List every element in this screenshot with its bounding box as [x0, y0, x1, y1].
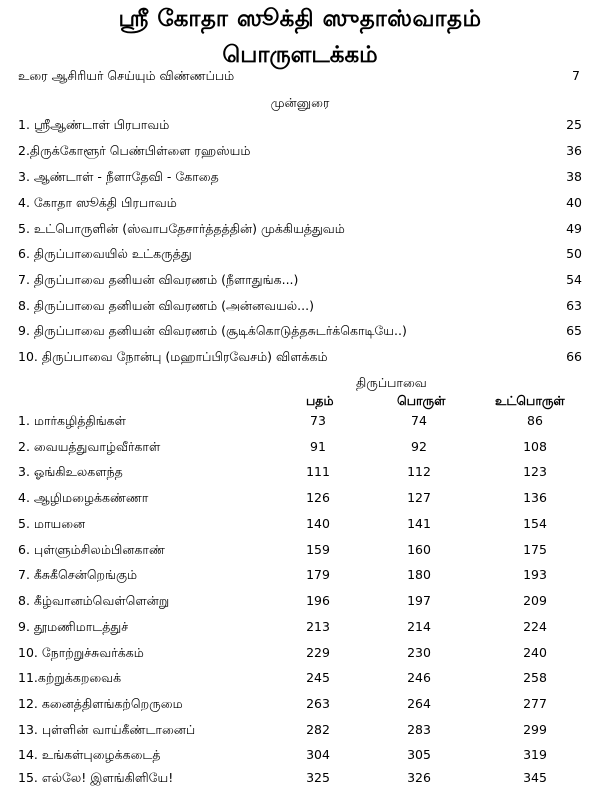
list-item: [0, 272, 600, 294]
item-page: 54: [566, 272, 582, 287]
item-label: 6. திருப்பாவையில் உட்கருத்து: [18, 246, 192, 261]
porul-page: 214: [407, 619, 431, 634]
item-page: 49: [566, 221, 582, 236]
porul-page: 283: [407, 722, 431, 737]
preface-row: [0, 68, 600, 90]
item-label: 7. திருப்பாவை தனியன் விவரணம் (நீளாதுங்க...): [18, 272, 299, 287]
porul-page: 264: [407, 696, 431, 711]
table-row: [0, 770, 600, 792]
porul-page: 92: [411, 439, 427, 454]
utporul-page: 123: [523, 464, 547, 479]
patham-page: 159: [306, 542, 330, 557]
pasuram-label: 4. ஆழிமழைக்கண்ணா: [18, 490, 149, 505]
pasuram-label: 3. ஓங்கிஉலகளந்த: [18, 464, 123, 479]
patham-page: 111: [306, 464, 330, 479]
porul-page: 230: [407, 645, 431, 660]
preface-label: உரை ஆசிரியர் செய்யும் விண்ணப்பம்: [18, 68, 235, 83]
porul-page: 197: [407, 593, 431, 608]
porul-page: 141: [407, 516, 431, 531]
utporul-page: 193: [523, 567, 547, 582]
patham-page: 196: [306, 593, 330, 608]
porul-page: 305: [407, 747, 431, 762]
porul-page: 74: [411, 413, 427, 428]
item-label: 4. கோதா ஸூக்தி பிரபாவம்: [18, 195, 177, 210]
item-label: 10. திருப்பாவை நோன்பு (மஹாப்பிரவேசம்) விளக்கம்: [18, 349, 328, 364]
pasuram-label: 1. மார்கழித்திங்கள்: [18, 413, 126, 428]
utporul-page: 86: [527, 413, 543, 428]
item-page: 63: [566, 298, 582, 313]
patham-page: 282: [306, 722, 330, 737]
table-row: [0, 516, 600, 538]
pasuram-label: 6. புள்ளும்சிலம்பினகாண்: [18, 542, 165, 557]
patham-page: 73: [310, 413, 326, 428]
list-item: [0, 221, 600, 243]
column-utporul: உட்பொருள்: [495, 393, 565, 408]
pasuram-label: 15. எல்லே! இளங்கிளியே!: [18, 770, 174, 785]
table-row: [0, 413, 600, 435]
pasuram-label: 5. மாயனை: [18, 516, 86, 531]
column-patham: பதம்: [306, 393, 334, 408]
pasuram-label: 12. கனைத்திளங்கற்றெருமை: [18, 696, 183, 711]
pasuram-label: 14. உங்கள்புழைக்கடைத்: [18, 747, 161, 762]
utporul-page: 224: [523, 619, 547, 634]
patham-page: 245: [306, 670, 330, 685]
porul-page: 326: [407, 770, 431, 785]
table-row: [0, 645, 600, 667]
pasuram-heading: திருப்பாவை: [356, 375, 427, 390]
pasuram-label: 7. கீசுகீசென்றெங்கும்: [18, 567, 138, 582]
pasuram-label: 9. தூமணிமாடத்துச்: [18, 619, 129, 634]
intro-heading: முன்னுரை: [270, 95, 330, 110]
table-row: [0, 696, 600, 718]
item-label: 3. ஆண்டாள் - நீளாதேவி - கோதை: [18, 169, 219, 184]
patham-page: 263: [306, 696, 330, 711]
pasuram-label: 11.கற்றுக்கறவைக்: [18, 670, 122, 685]
utporul-page: 209: [523, 593, 547, 608]
item-page: 66: [566, 349, 582, 364]
utporul-page: 136: [523, 490, 547, 505]
item-page: 25: [566, 117, 582, 132]
item-label: 9. திருப்பாவை தனியன் விவரணம் (சூடிக்கொடுத்தசுடர்க்கொடியே..): [18, 323, 407, 338]
utporul-page: 277: [523, 696, 547, 711]
list-item: [0, 143, 600, 165]
utporul-page: 240: [523, 645, 547, 660]
table-row: [0, 593, 600, 615]
book-title: ஸ்ரீ கோதா ஸூக்தி ஸுதாஸ்வாதம்: [118, 6, 482, 32]
patham-page: 126: [306, 490, 330, 505]
utporul-page: 299: [523, 722, 547, 737]
utporul-page: 175: [523, 542, 547, 557]
table-row: [0, 490, 600, 512]
list-item: [0, 195, 600, 217]
porul-page: 246: [407, 670, 431, 685]
table-row: [0, 464, 600, 486]
item-page: 40: [566, 195, 582, 210]
item-label: 1. ஸ்ரீஆண்டாள் பிரபாவம்: [18, 117, 170, 132]
list-item: [0, 117, 600, 139]
patham-page: 179: [306, 567, 330, 582]
column-porul: பொருள்: [397, 393, 446, 408]
patham-page: 229: [306, 645, 330, 660]
pasuram-label: 2. வையத்துவாழ்வீர்காள்: [18, 439, 161, 454]
item-label: 2.திருக்கோளூர் பெண்பிள்ளை ரஹஸ்யம்: [18, 143, 251, 158]
table-row: [0, 567, 600, 589]
preface-page: 7: [572, 68, 580, 83]
table-row: [0, 722, 600, 744]
pasuram-label: 10. நோற்றுச்சுவர்க்கம்: [18, 645, 144, 660]
utporul-page: 319: [523, 747, 547, 762]
list-item: [0, 246, 600, 268]
list-item: [0, 298, 600, 320]
utporul-page: 154: [523, 516, 547, 531]
table-row: [0, 747, 600, 769]
patham-page: 325: [306, 770, 330, 785]
porul-page: 112: [407, 464, 431, 479]
utporul-page: 345: [523, 770, 547, 785]
porul-page: 180: [407, 567, 431, 582]
patham-page: 140: [306, 516, 330, 531]
porul-page: 160: [407, 542, 431, 557]
table-row: [0, 670, 600, 692]
item-page: 65: [566, 323, 582, 338]
item-page: 36: [566, 143, 582, 158]
patham-page: 304: [306, 747, 330, 762]
table-row: [0, 542, 600, 564]
list-item: [0, 169, 600, 191]
table-row: [0, 619, 600, 641]
item-page: 50: [566, 246, 582, 261]
table-row: [0, 439, 600, 461]
pasuram-label: 8. கீழ்வானம்வெள்ளென்று: [18, 593, 170, 608]
list-item: [0, 349, 600, 371]
patham-page: 91: [310, 439, 326, 454]
porul-page: 127: [407, 490, 431, 505]
utporul-page: 258: [523, 670, 547, 685]
item-label: 8. திருப்பாவை தனியன் விவரணம் (அன்னவயல்...): [18, 298, 314, 313]
item-page: 38: [566, 169, 582, 184]
pasuram-label: 13. புள்ளின் வாய்கீண்டானைப்: [18, 722, 196, 737]
contents-heading: பொருளடக்கம்: [222, 42, 378, 68]
list-item: [0, 323, 600, 345]
patham-page: 213: [306, 619, 330, 634]
utporul-page: 108: [523, 439, 547, 454]
item-label: 5. உட்பொருளின் (ஸ்வாபதேசார்த்தத்தின்) முக்கியத்துவம்: [18, 221, 345, 236]
